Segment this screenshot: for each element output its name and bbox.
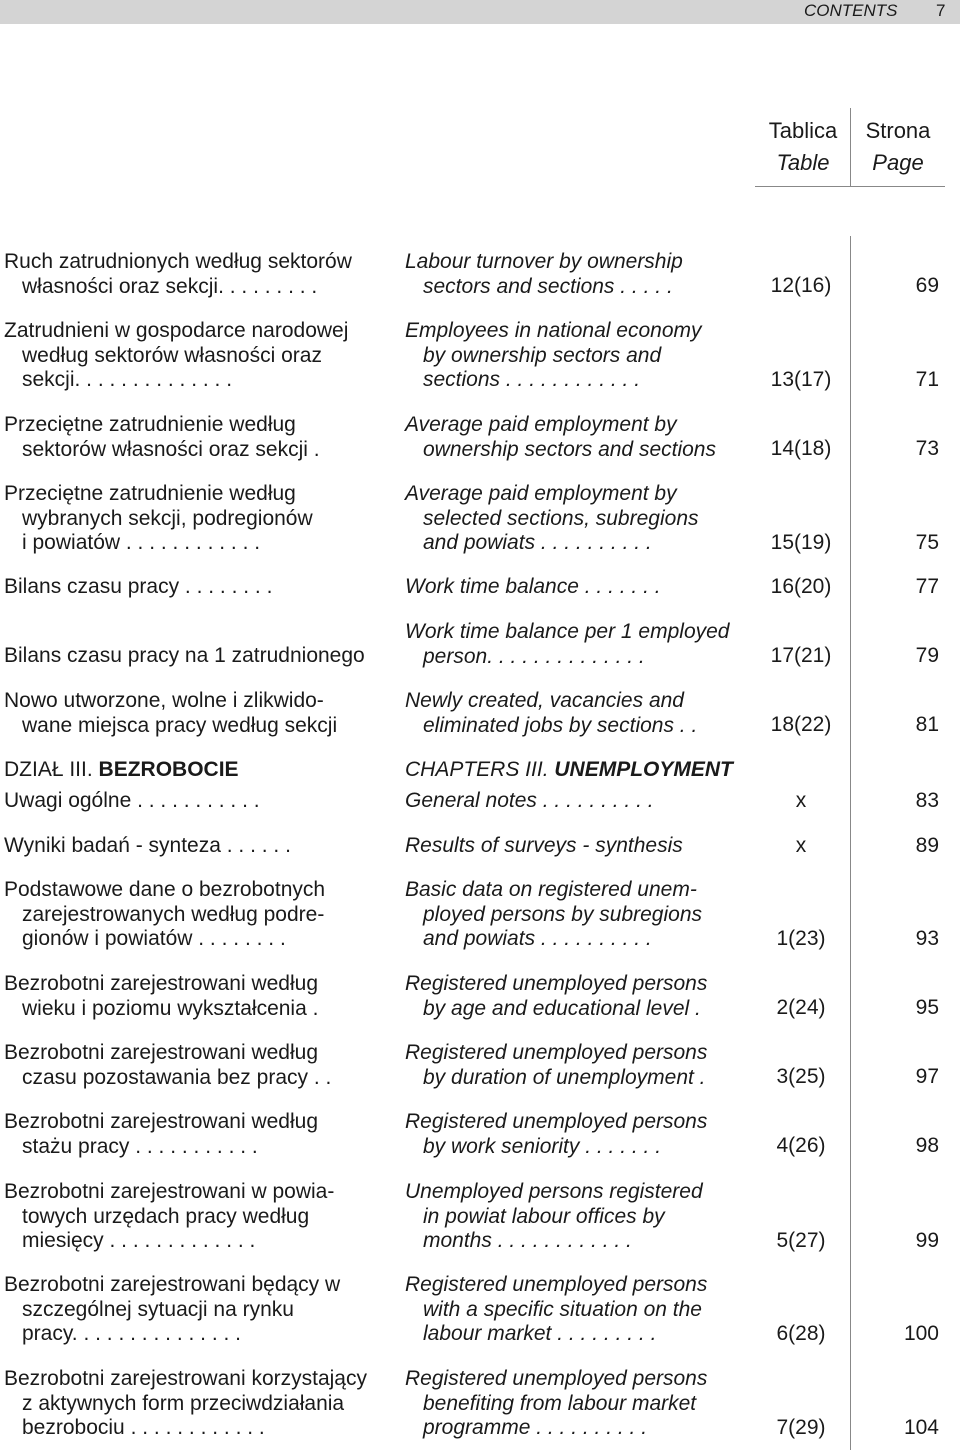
entry-title-en: [405, 878, 755, 952]
header-underline: [755, 186, 945, 187]
entry-title-pl: [4, 1273, 378, 1347]
page-link[interactable]: 95: [915, 996, 939, 1019]
title-line-pl: zarejestrowanych według podre-: [22, 902, 325, 926]
chapter-heading-en: [405, 758, 755, 783]
page-link[interactable]: 69: [915, 274, 939, 297]
page-link[interactable]: 83: [915, 789, 939, 812]
page-link[interactable]: 81: [915, 713, 939, 736]
title-line-en: sections . . . . . . . . . . . .: [423, 368, 641, 391]
title-line-pl: Bilans czasu pracy na 1 zatrudnionego: [4, 644, 365, 667]
table-number: 4(26): [776, 1134, 826, 1157]
title-line-pl: towych urzędach pracy według: [22, 1204, 310, 1228]
entry-title-pl: [4, 878, 378, 952]
header-divider: [850, 108, 851, 186]
table-number: 12(16): [770, 274, 832, 297]
page-link[interactable]: 73: [915, 437, 939, 460]
entry-title-en: [405, 620, 755, 669]
title-line-en: labour market . . . . . . . . .: [423, 1322, 657, 1345]
entry-title-en: [405, 1041, 755, 1090]
title-line-en: Work time balance . . . . . . .: [405, 575, 661, 598]
page-link[interactable]: 71: [915, 368, 939, 391]
title-line-en: and powiats . . . . . . . . . .: [423, 531, 652, 554]
title-line-pl: Przeciętne zatrudnienie według: [4, 413, 296, 436]
title-line-en: Average paid employment by: [405, 413, 677, 436]
entry-title-pl: [4, 1367, 378, 1441]
title-line-en: Registered unemployed persons: [405, 1041, 708, 1064]
chapter-title-en: UNEMPLOYMENT: [554, 758, 733, 781]
title-line-pl: Zatrudnieni w gospodarce narodowej: [4, 319, 349, 342]
title-line-pl: szczególnej sytuacji na rynku: [22, 1297, 294, 1321]
title-line-en: Unemployed persons registered: [405, 1180, 703, 1203]
table-number: 14(18): [770, 437, 832, 460]
chapter-prefix-en: CHAPTERS III.: [405, 758, 549, 781]
chapter-heading-pl: [4, 758, 378, 783]
entry-title-en: [405, 482, 755, 556]
page-link[interactable]: 75: [915, 531, 939, 554]
table-header-pl: Tablica: [768, 118, 838, 143]
table-number: 18(22): [770, 713, 832, 736]
table-number: 5(27): [776, 1229, 826, 1252]
title-line-en: Basic data on registered unem-: [405, 878, 697, 901]
chapter-prefix-pl: DZIAŁ III.: [4, 758, 93, 781]
title-line-pl: Bezrobotni zarejestrowani według: [4, 1110, 319, 1133]
title-line-pl: z aktywnych form przeciwdziałania: [22, 1391, 345, 1415]
title-line-en: Employees in national economy: [405, 319, 702, 342]
entry-title-pl: [4, 789, 378, 814]
entry-title-en: [405, 834, 755, 859]
table-number: 15(19): [770, 531, 832, 554]
title-line-en: with a specific situation on the: [423, 1297, 702, 1321]
page-number: 7: [936, 1, 946, 20]
page-link[interactable]: 104: [903, 1416, 939, 1439]
title-line-en: benefiting from labour market: [423, 1391, 697, 1415]
table-number: 16(20): [770, 575, 832, 598]
title-line-en: eliminated jobs by sections . .: [423, 713, 698, 737]
entry-title-en: [405, 972, 755, 1021]
table-number: 1(23): [776, 927, 826, 950]
title-line-en: ployed persons by subregions: [423, 902, 703, 926]
entry-title-pl: [4, 575, 378, 600]
title-line-en: months . . . . . . . . . . . .: [423, 1229, 632, 1252]
title-line-pl: Ruch zatrudnionych według sektorów: [4, 250, 352, 273]
title-line-pl: Podstawowe dane o bezrobotnych: [4, 878, 326, 901]
title-line-pl: Bezrobotni zarejestrowani według: [4, 972, 319, 995]
entry-title-en: [405, 789, 755, 814]
title-line-pl: Przeciętne zatrudnienie według: [4, 482, 296, 505]
title-line-en: Registered unemployed persons: [405, 1367, 708, 1390]
entry-title-pl: [4, 972, 378, 1021]
section-label: CONTENTS: [804, 1, 898, 20]
running-header: [0, 0, 960, 24]
title-line-pl: pracy. . . . . . . . . . . . . . .: [22, 1322, 241, 1345]
entry-title-pl: [4, 413, 378, 462]
table-number: 2(24): [776, 996, 826, 1019]
table-number: x: [795, 789, 807, 812]
title-line-en: by work seniority . . . . . . .: [423, 1134, 662, 1158]
title-line-pl: Wyniki badań - synteza . . . . . .: [4, 834, 291, 857]
title-line-en: in powiat labour offices by: [423, 1204, 665, 1228]
title-line-en: sectors and sections . . . . .: [423, 274, 673, 298]
title-line-en: Registered unemployed persons: [405, 1110, 708, 1133]
page-link[interactable]: 93: [915, 927, 939, 950]
entry-title-pl: [4, 1180, 378, 1254]
title-line-pl: gionów i powiatów . . . . . . . .: [22, 927, 286, 950]
table-number: 7(29): [776, 1416, 826, 1439]
entry-title-pl: [4, 834, 378, 859]
page-link[interactable]: 99: [915, 1229, 939, 1252]
title-line-pl: sektorów własności oraz sekcji .: [22, 437, 320, 461]
title-line-en: and powiats . . . . . . . . . .: [423, 927, 652, 950]
page-header-pl: Strona: [865, 118, 931, 143]
entry-title-en: [405, 319, 755, 393]
page-link[interactable]: 89: [915, 834, 939, 857]
entry-title-pl: [4, 319, 378, 393]
table-number: x: [795, 834, 807, 857]
title-line-pl: czasu pozostawania bez pracy . .: [22, 1065, 332, 1089]
entry-title-en: [405, 1273, 755, 1347]
title-line-en: programme . . . . . . . . . .: [423, 1416, 648, 1439]
title-line-en: Results of surveys - synthesis: [405, 834, 683, 857]
title-line-pl: i powiatów . . . . . . . . . . . .: [22, 531, 261, 554]
title-line-pl: Nowo utworzone, wolne i zlikwido-: [4, 689, 324, 712]
page-link[interactable]: 97: [915, 1065, 939, 1088]
title-line-pl: własności oraz sekcji. . . . . . . . .: [22, 274, 318, 298]
page-column-header: [850, 118, 946, 176]
title-line-pl: Uwagi ogólne . . . . . . . . . . .: [4, 789, 260, 812]
entry-title-en: [405, 250, 755, 299]
title-line-pl: wieku i poziomu wykształcenia .: [22, 996, 319, 1020]
entry-title-pl: [4, 1110, 378, 1159]
title-line-en: Registered unemployed persons: [405, 1273, 708, 1296]
entry-title-pl: [4, 689, 378, 738]
page-header-en: Page: [872, 150, 924, 175]
title-line-en: by ownership sectors and: [423, 343, 662, 367]
title-line-pl: Bilans czasu pracy . . . . . . . .: [4, 575, 273, 598]
table-header-en: Table: [776, 150, 830, 175]
title-line-en: selected sections, subregions: [423, 506, 699, 530]
title-line-pl: sekcji. . . . . . . . . . . . . .: [22, 368, 233, 391]
title-line-pl: stażu pracy . . . . . . . . . . .: [22, 1134, 258, 1158]
page-link[interactable]: 77: [915, 575, 939, 598]
table-number: 17(21): [770, 644, 832, 667]
title-line-pl: Bezrobotni zarejestrowani korzystający: [4, 1367, 367, 1390]
title-line-pl: Bezrobotni zarejestrowani według: [4, 1041, 319, 1064]
table-number: 13(17): [770, 368, 832, 391]
title-line-pl: Bezrobotni zarejestrowani w powia-: [4, 1180, 335, 1203]
entry-title-pl: [4, 644, 378, 669]
title-line-en: person. . . . . . . . . . . . . .: [423, 644, 645, 668]
title-line-en: Labour turnover by ownership: [405, 250, 683, 273]
title-line-en: Newly created, vacancies and: [405, 689, 684, 712]
title-line-en: by age and educational level .: [423, 996, 701, 1020]
page-link[interactable]: 100: [903, 1322, 939, 1345]
page-link[interactable]: 98: [915, 1134, 939, 1157]
title-line-pl: miesięcy . . . . . . . . . . . . .: [22, 1229, 256, 1252]
title-line-en: by duration of unemployment .: [423, 1065, 706, 1089]
title-line-pl: wane miejsca pracy według sekcji: [22, 713, 338, 737]
table-number: 6(28): [776, 1322, 826, 1345]
title-line-en: General notes . . . . . . . . . .: [405, 789, 654, 812]
title-line-en: Work time balance per 1 employed: [405, 620, 730, 643]
page-link[interactable]: 79: [915, 644, 939, 667]
title-line-en: Registered unemployed persons: [405, 972, 708, 995]
title-line-pl: wybranych sekcji, podregionów: [22, 506, 313, 530]
entry-title-en: [405, 1367, 755, 1441]
entry-title-en: [405, 1180, 755, 1254]
table-number: 3(25): [776, 1065, 826, 1088]
entry-title-pl: [4, 482, 378, 556]
entry-title-en: [405, 689, 755, 738]
entry-title-pl: [4, 1041, 378, 1090]
title-line-en: Average paid employment by: [405, 482, 677, 505]
entry-title-en: [405, 413, 755, 462]
chapter-title-pl: BEZROBOCIE: [98, 758, 239, 781]
title-line-en: ownership sectors and sections: [423, 437, 716, 461]
title-line-pl: według sektorów własności oraz: [22, 343, 322, 367]
title-line-pl: Bezrobotni zarejestrowani będący w: [4, 1273, 341, 1296]
title-line-pl: bezrobociu . . . . . . . . . . . .: [22, 1416, 265, 1439]
entry-title-en: [405, 575, 755, 600]
entry-title-pl: [4, 250, 378, 299]
table-column-header: [755, 118, 851, 176]
entry-title-en: [405, 1110, 755, 1159]
column-divider: [850, 236, 851, 1450]
